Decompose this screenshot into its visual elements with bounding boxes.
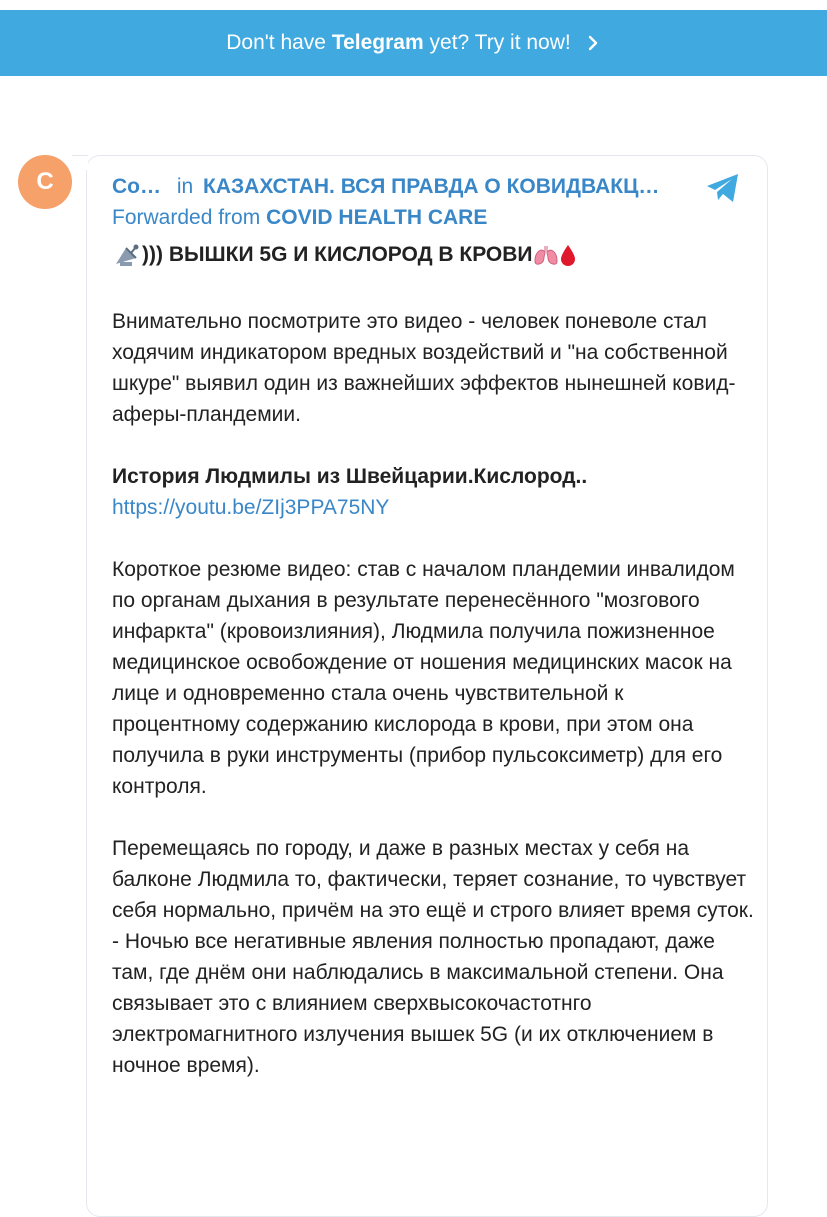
video-block [112, 461, 757, 523]
post-title [112, 242, 577, 268]
message-header [112, 175, 692, 203]
title-prefix: ))) [142, 243, 163, 266]
telegram-icon[interactable] [704, 170, 742, 206]
blood-drop-icon [559, 243, 577, 267]
title-text: ВЫШКИ 5G И КИСЛОРОД В КРОВИ [168, 243, 533, 266]
channel-name[interactable]: КАЗАХСТАН. ВСЯ ПРАВДА О КОВИДВАКЦ… [203, 175, 660, 198]
banner-suffix: yet? Try it now! [429, 31, 571, 54]
try-telegram-banner[interactable] [0, 10, 827, 76]
chevron-right-icon [585, 35, 601, 51]
forwarded-prefix: Forwarded from [112, 206, 261, 229]
banner-brand: Telegram [331, 31, 424, 54]
video-title: История Людмилы из Швейцарии.Кислород.. [112, 465, 588, 488]
message-text [112, 306, 757, 1112]
avatar[interactable] [18, 155, 72, 209]
paragraph-summary: Короткое резюме видео: став с началом пландемии инвалидом по органам дыхания в результате перенесённого "мозгового инфаркта" (кровоизлияния), Людмила получила пожизненное медицинское освобождение от ношения медицинских масок на лице и одновременно стала очень чувствительной к процентному содержанию кислорода в крови, при этом она получила в руки инструменты (прибор пульсоксиметр) для его контроля. [112, 558, 735, 798]
avatar-letter: C [36, 168, 54, 195]
banner-prefix: Don't have [226, 31, 326, 54]
author-name[interactable]: Co… [112, 175, 161, 198]
forwarded-from [112, 206, 487, 230]
forwarded-source[interactable]: COVID HEALTH CARE [266, 206, 488, 229]
in-label: in [176, 175, 194, 198]
bubble-tail [72, 155, 88, 170]
satellite-antenna-icon [112, 242, 142, 268]
lungs-icon [533, 243, 559, 267]
paragraph-intro: Внимательно посмотрите это видео - человек поневоле стал ходячим индикатором вредных воздействий и "на собственной шкуре" выявил один из важнейших эффектов нынешней ковид-аферы-пландемии. [112, 310, 736, 426]
paragraph-details: Перемещаясь по городу, и даже в разных местах у себя на балконе Людмила то, фактически, теряет сознание, то чувствует себя нормально, причём на это ещё и строго влияет время суток. - Ночью все негативные явления полностью пропадают, даже там, где днём они наблюдались в максимальной степени. Она связывает это с влиянием сверхвысокочастотнго электромагнитного излучения вышек 5G (и их отключением в ночное время). [112, 837, 754, 1077]
video-link[interactable]: https://youtu.be/ZIj3PPA75NY [112, 496, 390, 519]
